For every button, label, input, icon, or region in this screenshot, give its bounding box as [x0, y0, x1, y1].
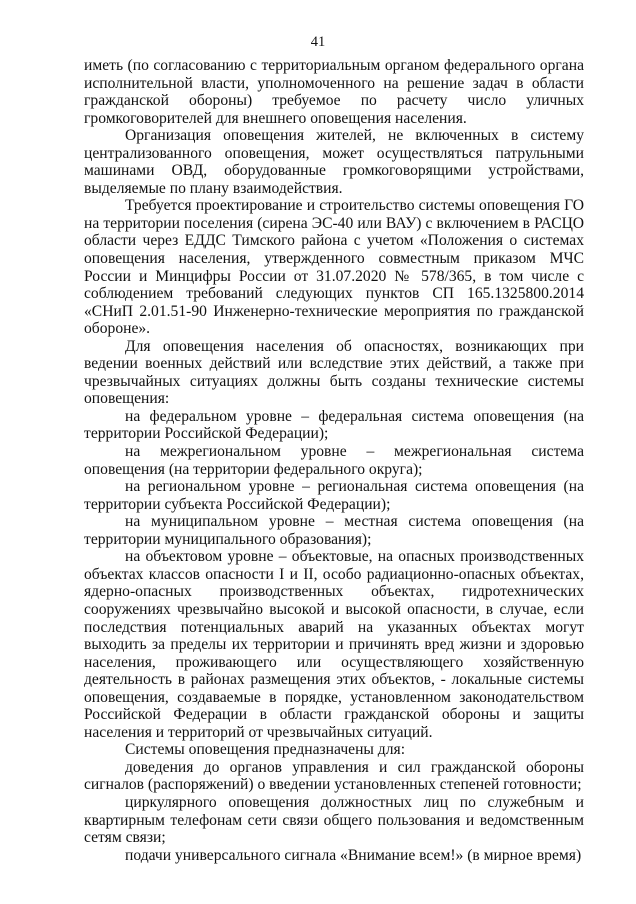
paragraph-population-alert-organization: Организация оповещения жителей, не включенных в систему централизованного оповещения, может осуществляться патрульными машинами ОВД, оборудованные громкоговорящими устройствами, выделяемые по плану взаимодействия. [84, 127, 584, 197]
list-item-circular-notification: циркулярного оповещения должностных лиц по служебным и квартирным телефонам сети связи общего пользования и ведомственным сетям связи; [84, 793, 584, 847]
paragraph-alert-systems-intro: Для оповещения населения об опасностях, возникающих при ведении военных действий или вследствие этих действий, а также при чрезвычайных ситуациях должны быть созданы технические системы оповещения: [84, 337, 584, 408]
list-item-interregional-level: на межрегиональном уровне – межрегиональная система оповещения (на территории федерального округа); [84, 443, 584, 478]
list-item-object-level: на объектовом уровне – объектовые, на опасных производственных объектах классов опасности I и II, особо радиационно-опасных объектах, ядерно-опасных производственных объектах, гидротехнических сооружениях чрезвычайно высокой и высокой опасности, в случае, если последствия потенциальных аварий на указанных объектах могут выходить за пределы их территории и причинять вред жизни и здоровью населения, проживающего или осуществляющего хозяйственную деятельность в районах размещения этих объектов, - локальные системы оповещения, создаваемые в порядке, установленном законодательством Российской Федерации в области гражданской обороны и защиты населения и территорий от чрезвычайных ситуаций. [84, 548, 584, 741]
paragraph-systems-purpose: Системы оповещения предназначены для: [125, 741, 406, 759]
list-item-universal-signal: подачи универсального сигнала «Внимание всем!» (в мирное время) [125, 846, 582, 864]
paragraph-continuation: иметь (по согласованию с территориальным органом федерального органа исполнительной власти, уполномоченного на решение задач в области гражданской обороны) требуемое по расчету число уличных громкоговорителей для внешнего оповещения населения. [84, 57, 584, 127]
list-item-regional-level: на региональном уровне – региональная система оповещения (на территории субъекта Российской Федерации); [84, 478, 584, 513]
document-body [84, 57, 584, 864]
list-item-municipal-level: на муниципальном уровне – местная система оповещения (на территории муниципального образования); [84, 513, 584, 548]
list-item-signal-delivery: доведения до органов управления и сил гражданской обороны сигналов (распоряжений) о введении установленных степеней готовности; [84, 758, 584, 794]
page-number: 41 [310, 34, 326, 50]
list-item-federal-level: на федеральном уровне – федеральная система оповещения (на территории Российской Федерации); [84, 407, 584, 443]
paragraph-design-requirement: Требуется проектирование и строительство системы оповещения ГО на территории поселения (сирена ЭС-40 или ВАУ) с включением в РАСЦО области через ЕДДС Тимского района с учетом «Положения о системах оповещения населения, утвержденного совместным приказом МЧС России и Минцифры России от 31.07.2020 № 578/365, в том числе с соблюдением требований следующих пунктов СП 165.1325800.2014 «СНиП 2.01.51-90 Инженерно-технические мероприятия по гражданской обороне». [84, 197, 584, 338]
